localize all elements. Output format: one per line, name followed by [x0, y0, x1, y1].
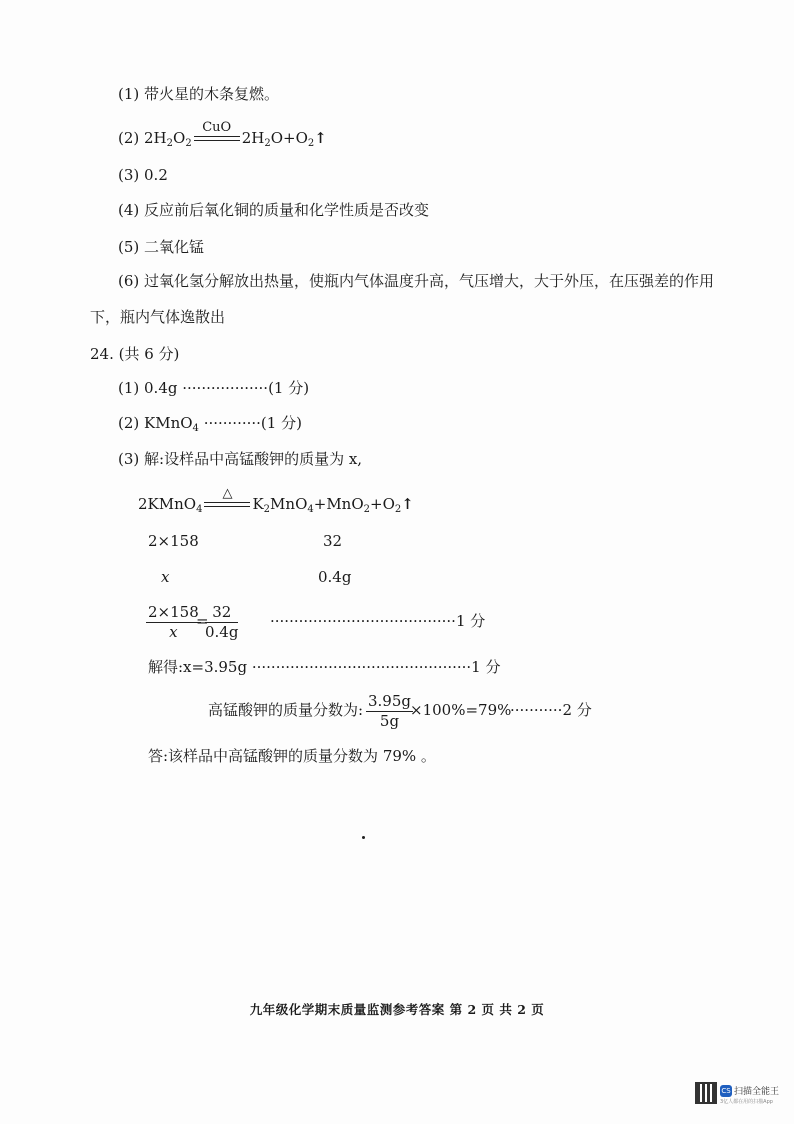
- scanner-watermark: [695, 1082, 785, 1108]
- stray-dot: [362, 836, 365, 839]
- solve-step: 解得:x=3.95g ··············································1 分: [148, 658, 501, 676]
- final-answer: 答:该样品中高锰酸钾的质量分数为 79% 。: [148, 747, 436, 765]
- percent-fraction: $\frac{3.95g}{5g}$: [368, 692, 412, 730]
- answer-23-6-line1: (6) 过氧化氢分解放出热量，使瓶内气体温度升高，气压增大，大于外压，在压强差的作用: [118, 272, 715, 290]
- answer-24-1: (1) 0.4g ··················(1 分): [118, 379, 310, 397]
- heat-condition: [202, 486, 252, 514]
- answer-23-1: (1) 带火星的木条复燃。: [118, 85, 280, 103]
- fraction-equals: =: [196, 612, 209, 630]
- camscanner-logo-icon: CS: [721, 1087, 731, 1095]
- proportion-points: ·······································1 分: [270, 612, 486, 630]
- unknown-right: 0.4g: [318, 568, 352, 586]
- watermark-subtitle: 3亿人都在用的扫描App: [720, 1099, 773, 1105]
- answer-23-6-line2: 下，瓶内气体逸散出: [90, 308, 226, 326]
- answer-23-4: (4) 反应前后氧化铜的质量和化学性质是否改变: [118, 201, 430, 219]
- percent-result: ×100%=79%: [410, 701, 512, 719]
- unknown-left: x: [161, 568, 170, 586]
- fraction-left: $\frac{2\times 158}{x}$: [148, 603, 199, 641]
- page-footer: 九年级化学期末质量监测参考答案 第 2 页 共 2 页: [249, 1002, 545, 1017]
- answer-23-2: (2) $2H_2O_2$ CuO $2H_2O+O_2↑$: [118, 120, 327, 149]
- watermark-title: 扫描全能王: [734, 1087, 780, 1097]
- ratio-left: 2×158: [148, 532, 199, 550]
- question-24-heading: 24. (共 6 分): [90, 345, 180, 363]
- fraction-right: $\frac{32}{0.4g}$: [205, 603, 239, 641]
- answer-24-2: (2) KMnO$_4$ ············(1 分): [118, 414, 302, 434]
- answer-24-3-intro: (3) 解:设样品中高锰酸钾的质量为 x,: [118, 450, 363, 468]
- answer-23-3: (3) 0.2: [118, 166, 168, 184]
- ratio-right: 32: [323, 532, 343, 550]
- percent-points: ···········2 分: [510, 701, 592, 719]
- gas-arrow-icon: ↑: [401, 495, 414, 513]
- gas-arrow-icon: ↑: [314, 129, 327, 147]
- heat-triangle-icon: △: [222, 486, 233, 501]
- qr-code-icon: [695, 1082, 717, 1104]
- answer-23-5: (5) 二氧化锰: [118, 238, 205, 256]
- percent-label: 高锰酸钾的质量分数为:: [208, 701, 364, 719]
- reaction-condition: CuO: [192, 136, 242, 148]
- decomposition-equation: 2KMnO$_4$ △ $K_2MnO_4+MnO_2+O_2↑$: [138, 486, 414, 515]
